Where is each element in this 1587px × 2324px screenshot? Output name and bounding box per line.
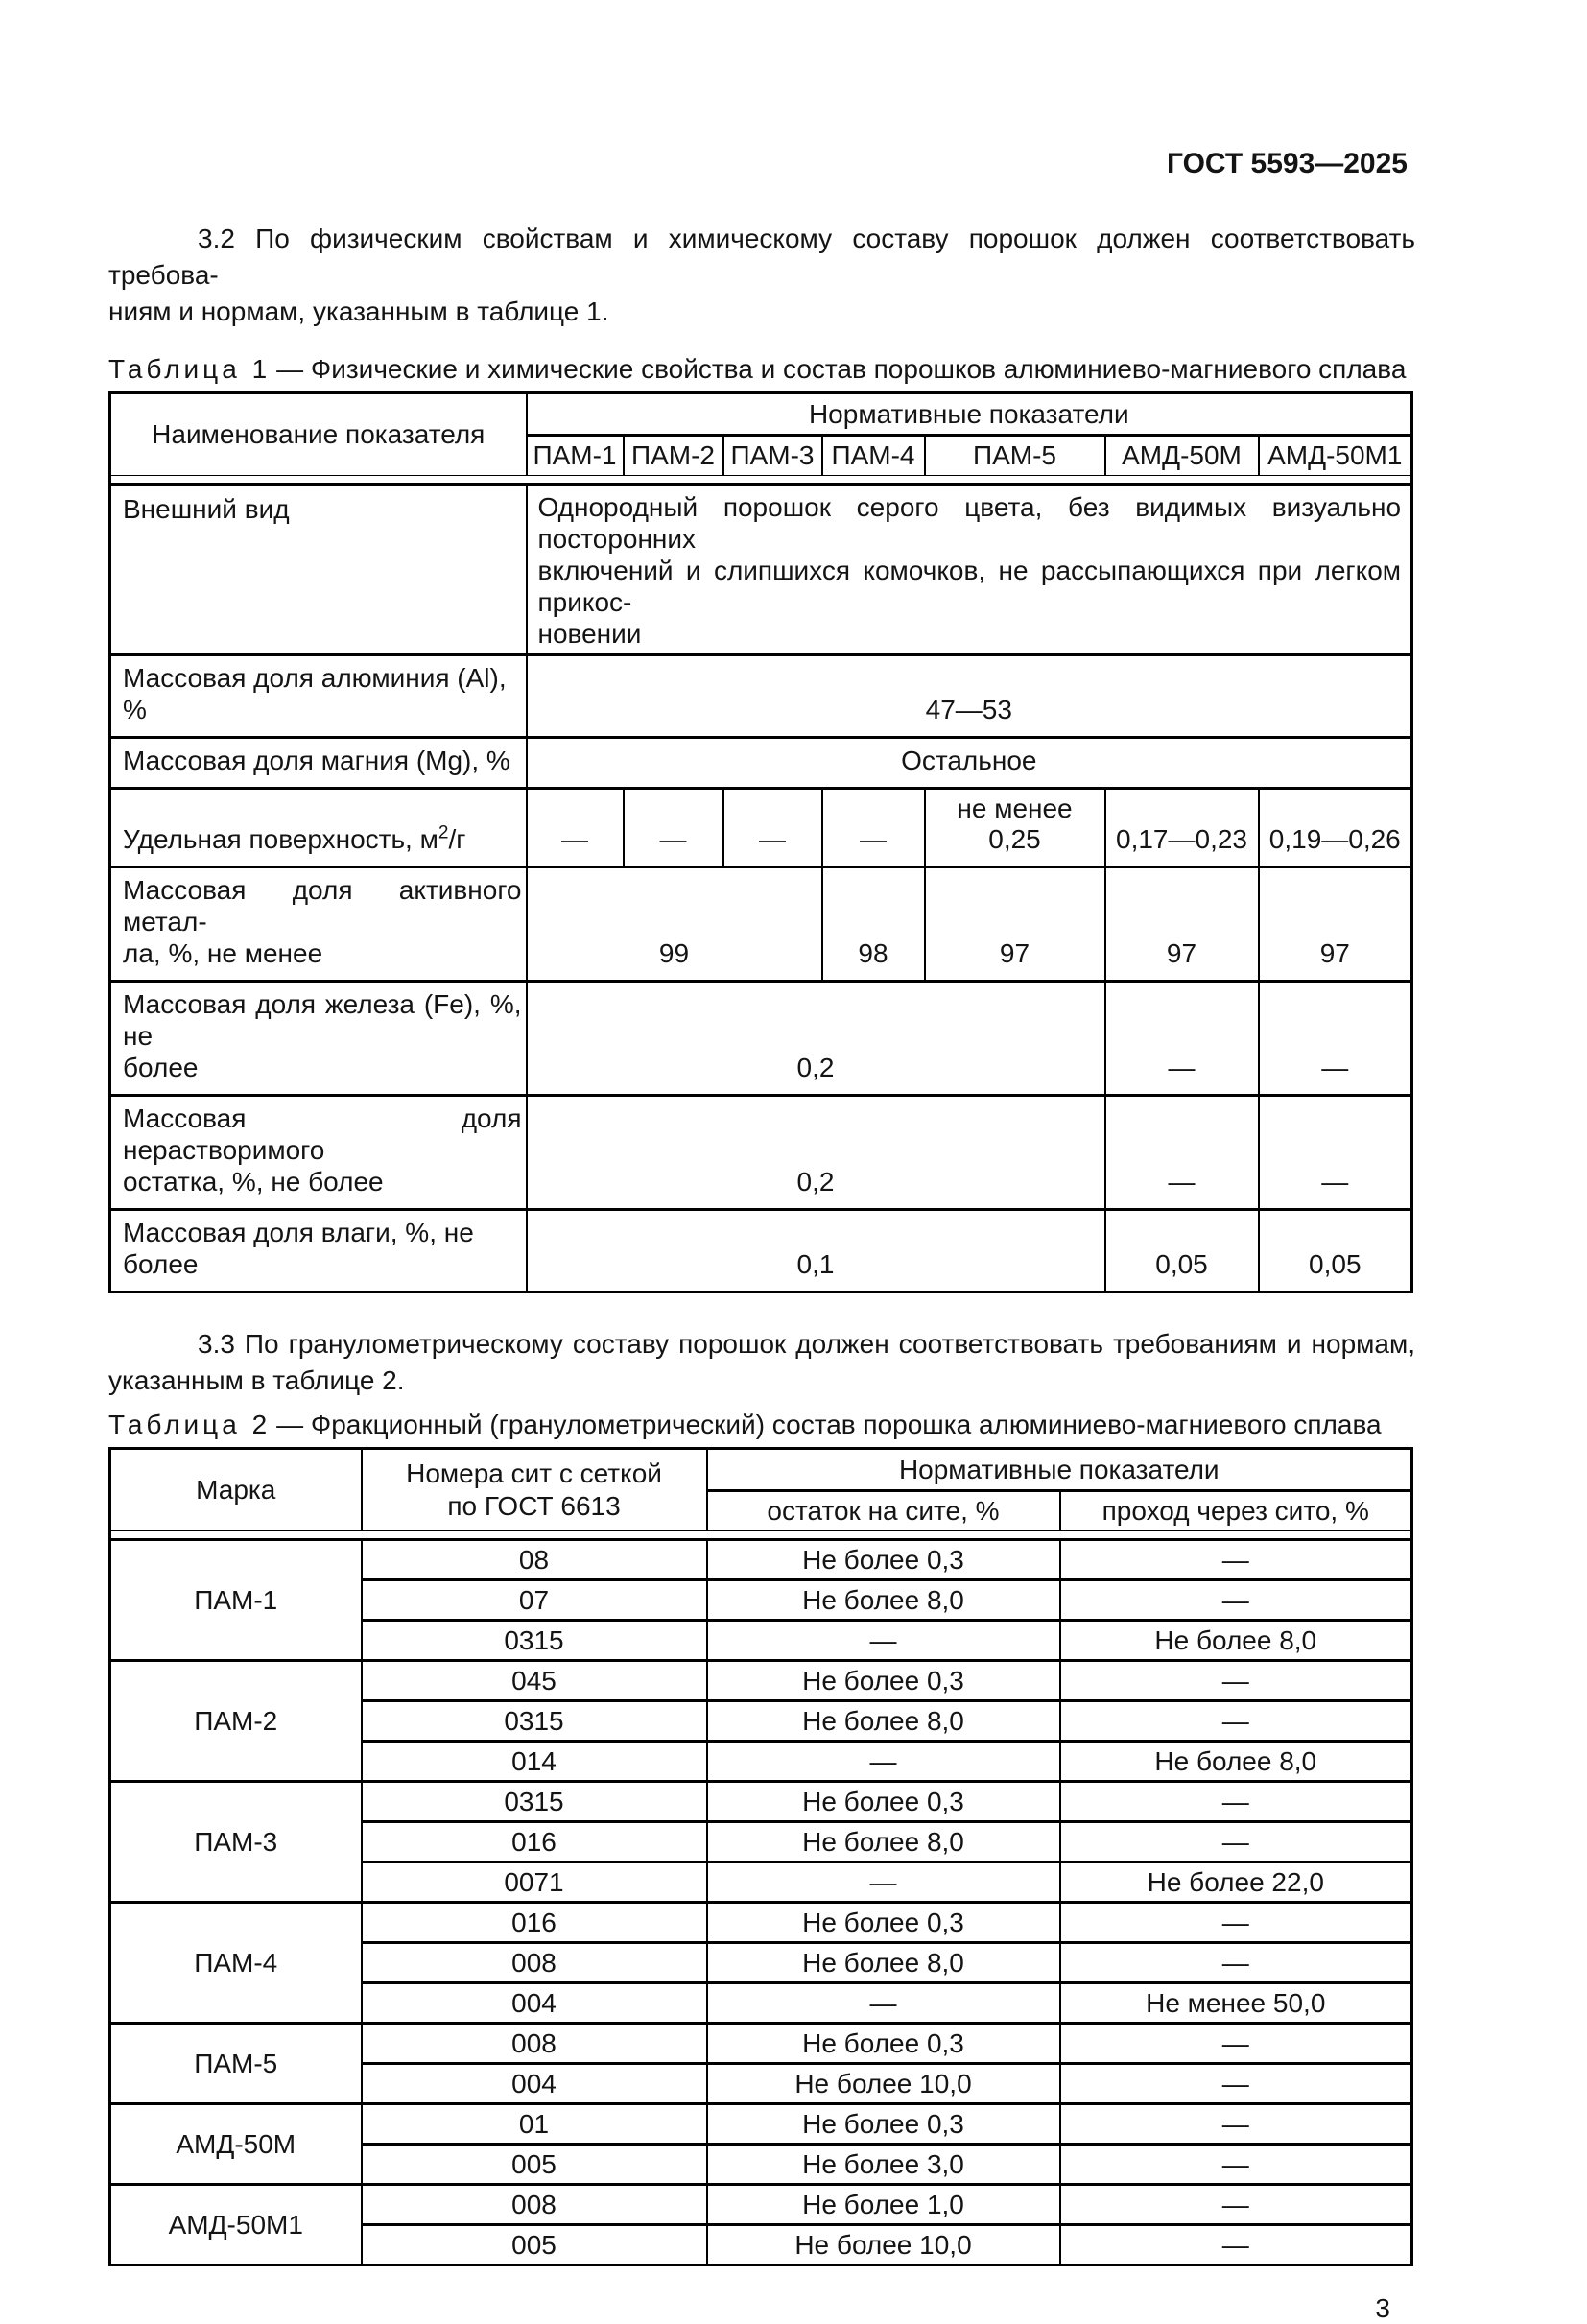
pass-cell: Не более 22,0 <box>1060 1862 1412 1903</box>
header-cell-brand: ПАМ-1 <box>527 436 624 476</box>
paragraph-3-2 <box>108 221 1415 330</box>
name-cell: Массовая доля магния (Mg), % <box>110 738 527 789</box>
brand-cell: ПАМ-2 <box>110 1661 362 1782</box>
header-cell-group: Нормативные показатели <box>527 393 1412 436</box>
table-row <box>110 1903 1412 1943</box>
sieve-cell: 0315 <box>362 1782 707 1822</box>
cell-line: Массовая доля железа (Fe), %, не <box>123 989 522 1051</box>
value-cell: — <box>1259 982 1412 1096</box>
value-cell: — <box>723 789 822 867</box>
header-cell-brand: АМД-50М1 <box>1259 436 1412 476</box>
table1-caption <box>108 353 1415 386</box>
superscript: 2 <box>438 822 449 843</box>
table-row <box>110 738 1412 789</box>
value-cell: 0,1 <box>527 1210 1105 1292</box>
pass-cell: — <box>1060 2104 1412 2145</box>
sieve-cell: 0071 <box>362 1862 707 1903</box>
header-cell-group: Нормативные показатели <box>707 1449 1412 1491</box>
value-cell: 47—53 <box>527 655 1412 738</box>
sieve-cell: 045 <box>362 1661 707 1701</box>
value-cell: 97 <box>1259 867 1412 982</box>
header-cell-brand: ПАМ-4 <box>822 436 925 476</box>
residue-cell: Не более 8,0 <box>707 1822 1060 1862</box>
table-caption-text: — Физические и химические свойства и состав порошков алюминиево-магниевого сплава <box>276 354 1407 384</box>
table2-body <box>110 1531 1412 2265</box>
page-content <box>108 0 1415 2324</box>
sieve-cell: 016 <box>362 1903 707 1943</box>
residue-cell: Не более 1,0 <box>707 2185 1060 2225</box>
cell-line: Массовая доля активного метал- <box>123 875 522 937</box>
sieve-cell: 005 <box>362 2225 707 2265</box>
residue-cell: Не более 8,0 <box>707 1943 1060 1983</box>
table1-body <box>110 476 1412 1292</box>
value-cell: 0,05 <box>1259 1210 1412 1292</box>
brand-cell: ПАМ-1 <box>110 1540 362 1661</box>
sieve-cell: 08 <box>362 1540 707 1580</box>
pass-cell: — <box>1060 1661 1412 1701</box>
table-row <box>110 1540 1412 1580</box>
sieve-cell: 016 <box>362 1822 707 1862</box>
pass-cell: Не более 8,0 <box>1060 1742 1412 1782</box>
value-cell: — <box>624 789 723 867</box>
table-row <box>110 1210 1412 1292</box>
cell-line: остатка, %, не более <box>123 1167 384 1197</box>
paragraph-3-3 <box>108 1326 1415 1399</box>
sieve-cell: 005 <box>362 2145 707 2185</box>
separator-cell <box>110 1531 1412 1540</box>
sieve-cell: 008 <box>362 2185 707 2225</box>
header-cell-pass: проход через сито, % <box>1060 1491 1412 1531</box>
brand-cell: АМД-50М <box>110 2104 362 2185</box>
value-cell: 98 <box>822 867 925 982</box>
physical-chemical-properties-table <box>108 391 1413 1293</box>
header-separator-row <box>110 1531 1412 1540</box>
value-cell: — <box>1105 1096 1259 1210</box>
value-cell: — <box>1105 982 1259 1096</box>
name-cell: Внешний вид <box>110 485 527 655</box>
pass-cell: — <box>1060 2024 1412 2064</box>
residue-cell: Не более 10,0 <box>707 2225 1060 2265</box>
header-cell-name: Наименование показателя <box>110 393 527 476</box>
value-cell: Остальное <box>527 738 1412 789</box>
residue-cell: Не более 0,3 <box>707 2024 1060 2064</box>
value-cell: 0,17—0,23 <box>1105 789 1259 867</box>
running-header: ГОСТ 5593—2025 <box>1166 148 1408 179</box>
residue-cell: Не более 0,3 <box>707 1661 1060 1701</box>
value-cell: 0,2 <box>527 982 1105 1096</box>
cell-line: Однородный порошок серого цвета, без видимых визуально посторонних <box>537 492 1402 554</box>
pass-cell: — <box>1060 2225 1412 2265</box>
sieve-cell: 008 <box>362 2024 707 2064</box>
pass-cell: Не менее 50,0 <box>1060 1983 1412 2024</box>
pass-cell: — <box>1060 1903 1412 1943</box>
cell-line: включений и слипшихся комочков, не рассыпающихся при легком прикос- <box>537 556 1402 617</box>
pass-cell: — <box>1060 2064 1412 2104</box>
name-cell <box>110 789 527 867</box>
paragraph-line: ниям и нормам, указанным в таблице 1. <box>108 296 609 326</box>
header-line: Номера сит с сеткой <box>406 1458 662 1488</box>
table2-head <box>110 1449 1412 1531</box>
table-header-row <box>110 1449 1412 1491</box>
cell-line: более <box>123 1053 199 1082</box>
residue-cell: — <box>707 1621 1060 1661</box>
header-cell-residue: остаток на сите, % <box>707 1491 1060 1531</box>
name-cell: Массовая доля алюминия (Al), % <box>110 655 527 738</box>
table-row <box>110 982 1412 1096</box>
sieve-cell: 01 <box>362 2104 707 2145</box>
residue-cell: — <box>707 1742 1060 1782</box>
table-row <box>110 485 1412 655</box>
table-row <box>110 1661 1412 1701</box>
sieve-cell: 014 <box>362 1742 707 1782</box>
table-row <box>110 2024 1412 2064</box>
value-cell: 99 <box>527 867 822 982</box>
cell-line: ла, %, не менее <box>123 938 323 968</box>
table-row <box>110 789 1412 867</box>
pass-cell: — <box>1060 1943 1412 1983</box>
residue-cell: Не более 8,0 <box>707 1580 1060 1621</box>
residue-cell: Не более 0,3 <box>707 1782 1060 1822</box>
value-cell: 0,2 <box>527 1096 1105 1210</box>
table-row <box>110 2185 1412 2225</box>
residue-cell: — <box>707 1983 1060 2024</box>
pass-cell: — <box>1060 1580 1412 1621</box>
cell-line: Массовая доля нерастворимого <box>123 1103 522 1165</box>
sieve-cell: 004 <box>362 1983 707 2024</box>
paragraph-line: указанным в таблице 2. <box>108 1365 405 1395</box>
name-cell <box>110 867 527 982</box>
residue-cell: Не более 8,0 <box>707 1701 1060 1742</box>
header-cell-brand: ПАМ-2 <box>624 436 723 476</box>
header-cell-sieve-col <box>362 1449 707 1531</box>
name-text: Удельная поверхность, м <box>123 824 438 854</box>
name-cell <box>110 1096 527 1210</box>
value-cell: — <box>527 789 624 867</box>
table-row <box>110 2104 1412 2145</box>
sieve-cell: 0315 <box>362 1701 707 1742</box>
pass-cell: — <box>1060 1782 1412 1822</box>
brand-cell: ПАМ-5 <box>110 2024 362 2104</box>
table-caption-label: Таблица 1 <box>108 354 272 384</box>
name-text: /г <box>448 824 466 854</box>
table-row <box>110 867 1412 982</box>
residue-cell: Не более 0,3 <box>707 1540 1060 1580</box>
residue-cell: Не более 0,3 <box>707 1903 1060 1943</box>
sieve-cell: 004 <box>362 2064 707 2104</box>
header-cell-brand: ПАМ-5 <box>925 436 1105 476</box>
table-caption-text: — Фракционный (гранулометрический) состав порошка алюминиево-магниевого сплава <box>276 1410 1382 1439</box>
pass-cell: Не более 8,0 <box>1060 1621 1412 1661</box>
header-cell-brand: ПАМ-3 <box>723 436 822 476</box>
residue-cell: — <box>707 1862 1060 1903</box>
value-cell: не менее 0,25 <box>925 789 1105 867</box>
pass-cell: — <box>1060 1822 1412 1862</box>
brand-cell: ПАМ-3 <box>110 1782 362 1903</box>
header-cell-brand: АМД-50М <box>1105 436 1259 476</box>
cell-line: новении <box>537 619 642 649</box>
paragraph-line: 3.2 По физическим свойствам и химическому составу порошок должен соответствовать требова- <box>108 224 1415 290</box>
residue-cell: Не более 10,0 <box>707 2064 1060 2104</box>
table-header-row <box>110 393 1412 436</box>
pass-cell: — <box>1060 1701 1412 1742</box>
brand-cell: ПАМ-4 <box>110 1903 362 2024</box>
separator-cell <box>110 476 1412 485</box>
sieve-cell: 0315 <box>362 1621 707 1661</box>
table2-caption <box>108 1409 1415 1441</box>
value-cell: 97 <box>925 867 1105 982</box>
header-line: по ГОСТ 6613 <box>447 1491 621 1521</box>
value-cell: 0,19—0,26 <box>1259 789 1412 867</box>
table-row <box>110 1096 1412 1210</box>
table1-head <box>110 393 1412 476</box>
table-caption-label: Таблица 2 <box>108 1410 272 1439</box>
header-separator-row <box>110 476 1412 485</box>
value-cell: — <box>822 789 925 867</box>
brand-cell: АМД-50М1 <box>110 2185 362 2265</box>
pass-cell: — <box>1060 1540 1412 1580</box>
sieve-cell: 008 <box>362 1943 707 1983</box>
pass-cell: — <box>1060 2185 1412 2225</box>
pass-cell: — <box>1060 2145 1412 2185</box>
granulometric-composition-table <box>108 1447 1413 2266</box>
sieve-cell: 07 <box>362 1580 707 1621</box>
name-cell <box>110 982 527 1096</box>
name-cell: Массовая доля влаги, %, не более <box>110 1210 527 1292</box>
residue-cell: Не более 3,0 <box>707 2145 1060 2185</box>
paragraph-line: 3.3 По гранулометрическому составу порошок должен соответствовать требованиям и нормам, <box>198 1329 1415 1359</box>
value-cell: — <box>1259 1096 1412 1210</box>
value-cell: 97 <box>1105 867 1259 982</box>
table-row <box>110 1782 1412 1822</box>
table-row <box>110 655 1412 738</box>
value-cell: 0,05 <box>1105 1210 1259 1292</box>
header-cell-brand-col: Марка <box>110 1449 362 1531</box>
residue-cell: Не более 0,3 <box>707 2104 1060 2145</box>
value-cell <box>527 485 1412 655</box>
page-number: 3 <box>1375 2293 1390 2323</box>
